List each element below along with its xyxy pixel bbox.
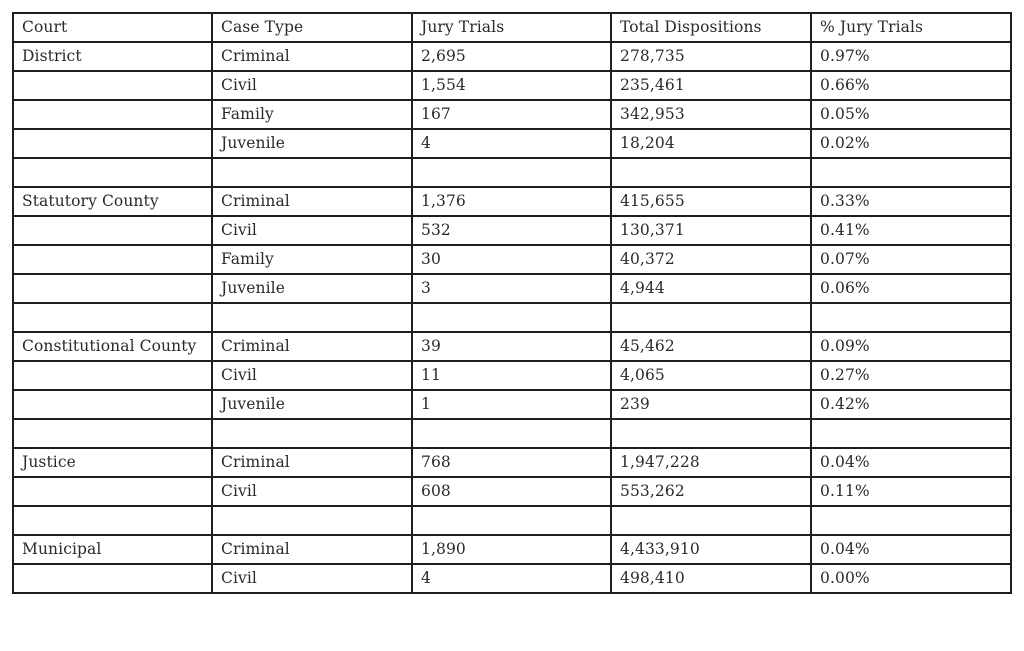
case-type-cell: Family [212,245,412,274]
header-case-type: Case Type [212,13,412,42]
table-row [13,129,1011,158]
total-dispositions-cell [611,158,811,187]
total-dispositions-cell: 342,953 [611,100,811,129]
table-row [13,361,1011,390]
jury-trials-cell [412,303,611,332]
case-type-cell: Criminal [212,187,412,216]
table-row [13,332,1011,361]
percent-jury-trials-cell: 0.04% [811,448,1011,477]
total-dispositions-cell: 45,462 [611,332,811,361]
court-cell [13,419,212,448]
jury-trials-cell: 4 [412,129,611,158]
spacer-row [13,506,1011,535]
table-row [13,100,1011,129]
percent-jury-trials-cell [811,303,1011,332]
table-row [13,390,1011,419]
table-row [13,448,1011,477]
percent-jury-trials-cell: 0.06% [811,274,1011,303]
header-court: Court [13,13,212,42]
court-cell [13,477,212,506]
court-cell: District [13,42,212,71]
header-row [13,13,1011,42]
court-cell [13,71,212,100]
percent-jury-trials-cell: 0.09% [811,332,1011,361]
court-cell [13,100,212,129]
jury-trials-cell: 1,554 [412,71,611,100]
case-type-cell: Criminal [212,535,412,564]
case-type-cell [212,158,412,187]
jury-trials-table [12,12,1012,594]
court-cell: Municipal [13,535,212,564]
table-row [13,564,1011,593]
header-total-dispositions: Total Dispositions [611,13,811,42]
case-type-cell: Criminal [212,42,412,71]
jury-trials-cell: 532 [412,216,611,245]
case-type-cell: Civil [212,564,412,593]
court-cell [13,303,212,332]
case-type-cell: Family [212,100,412,129]
jury-trials-cell [412,419,611,448]
case-type-cell: Criminal [212,332,412,361]
percent-jury-trials-cell [811,506,1011,535]
percent-jury-trials-cell: 0.02% [811,129,1011,158]
court-cell: Justice [13,448,212,477]
total-dispositions-cell: 4,433,910 [611,535,811,564]
total-dispositions-cell: 235,461 [611,71,811,100]
jury-trials-cell: 11 [412,361,611,390]
table-row [13,245,1011,274]
jury-trials-table-container [12,12,1010,594]
case-type-cell [212,419,412,448]
table-row [13,42,1011,71]
court-cell [13,564,212,593]
jury-trials-cell: 167 [412,100,611,129]
case-type-cell: Criminal [212,448,412,477]
percent-jury-trials-cell [811,158,1011,187]
header-percent-jury-trials: % Jury Trials [811,13,1011,42]
percent-jury-trials-cell [811,419,1011,448]
court-cell [13,361,212,390]
percent-jury-trials-cell: 0.41% [811,216,1011,245]
spacer-row [13,419,1011,448]
jury-trials-cell: 4 [412,564,611,593]
percent-jury-trials-cell: 0.07% [811,245,1011,274]
jury-trials-cell: 768 [412,448,611,477]
total-dispositions-cell: 553,262 [611,477,811,506]
jury-trials-cell: 1,890 [412,535,611,564]
jury-trials-cell: 30 [412,245,611,274]
jury-trials-cell [412,158,611,187]
court-cell [13,390,212,419]
jury-trials-cell: 1 [412,390,611,419]
total-dispositions-cell [611,419,811,448]
case-type-cell: Civil [212,477,412,506]
table-row [13,187,1011,216]
court-cell [13,158,212,187]
court-cell: Statutory County [13,187,212,216]
percent-jury-trials-cell: 0.04% [811,535,1011,564]
table-row [13,477,1011,506]
case-type-cell: Civil [212,216,412,245]
table-row [13,274,1011,303]
header-jury-trials: Jury Trials [412,13,611,42]
percent-jury-trials-cell: 0.00% [811,564,1011,593]
jury-trials-cell: 1,376 [412,187,611,216]
total-dispositions-cell [611,506,811,535]
percent-jury-trials-cell: 0.97% [811,42,1011,71]
court-cell [13,245,212,274]
court-cell [13,506,212,535]
total-dispositions-cell: 18,204 [611,129,811,158]
table-row [13,216,1011,245]
court-cell [13,274,212,303]
jury-trials-cell: 3 [412,274,611,303]
total-dispositions-cell: 4,065 [611,361,811,390]
table-body [13,42,1011,593]
court-cell [13,216,212,245]
percent-jury-trials-cell: 0.66% [811,71,1011,100]
case-type-cell: Juvenile [212,274,412,303]
jury-trials-cell: 39 [412,332,611,361]
table-row [13,535,1011,564]
jury-trials-cell: 2,695 [412,42,611,71]
jury-trials-cell [412,506,611,535]
total-dispositions-cell: 415,655 [611,187,811,216]
percent-jury-trials-cell: 0.42% [811,390,1011,419]
court-cell: Constitutional County [13,332,212,361]
case-type-cell: Civil [212,361,412,390]
total-dispositions-cell: 239 [611,390,811,419]
case-type-cell: Juvenile [212,129,412,158]
spacer-row [13,158,1011,187]
case-type-cell [212,506,412,535]
case-type-cell: Juvenile [212,390,412,419]
total-dispositions-cell: 130,371 [611,216,811,245]
percent-jury-trials-cell: 0.11% [811,477,1011,506]
total-dispositions-cell: 4,944 [611,274,811,303]
percent-jury-trials-cell: 0.33% [811,187,1011,216]
court-cell [13,129,212,158]
table-row [13,71,1011,100]
case-type-cell [212,303,412,332]
total-dispositions-cell [611,303,811,332]
percent-jury-trials-cell: 0.27% [811,361,1011,390]
jury-trials-cell: 608 [412,477,611,506]
spacer-row [13,303,1011,332]
total-dispositions-cell: 1,947,228 [611,448,811,477]
case-type-cell: Civil [212,71,412,100]
total-dispositions-cell: 498,410 [611,564,811,593]
total-dispositions-cell: 40,372 [611,245,811,274]
percent-jury-trials-cell: 0.05% [811,100,1011,129]
total-dispositions-cell: 278,735 [611,42,811,71]
